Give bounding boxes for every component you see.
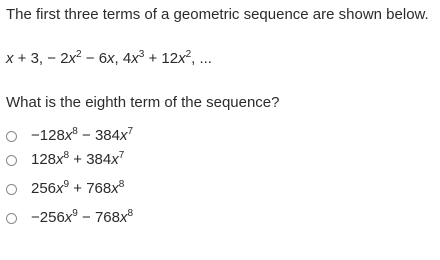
radio-button-icon[interactable] <box>6 131 17 142</box>
exponent: 8 <box>63 150 70 161</box>
answer-choice-2[interactable] <box>6 149 124 171</box>
exponent: 3 <box>138 49 145 60</box>
answer-choice-4[interactable] <box>6 207 133 229</box>
variable: x <box>119 127 128 144</box>
exponent: 9 <box>72 208 78 219</box>
answer-choice-4-label <box>31 209 133 227</box>
math-text: , ... <box>191 50 212 67</box>
exponent: 8 <box>118 179 125 190</box>
exponent: 7 <box>118 150 125 161</box>
math-text: 256 <box>31 180 57 197</box>
answer-choice-3-label <box>31 180 124 198</box>
math-text: − 768 <box>77 209 120 226</box>
exponent: 8 <box>72 126 78 137</box>
math-text: + 384 <box>69 151 112 168</box>
variable: x <box>107 50 115 67</box>
variable: x <box>178 50 186 67</box>
math-text: + 3, − 2 <box>13 50 69 67</box>
variable: x <box>68 50 77 67</box>
question-prompt: The first three terms of a geometric sequence are shown below. <box>6 6 429 23</box>
exponent: 2 <box>185 49 192 60</box>
exponent: 8 <box>127 208 134 219</box>
variable: x <box>64 127 73 144</box>
variable: x <box>119 209 128 226</box>
math-text: + 768 <box>69 180 112 197</box>
radio-button-icon[interactable] <box>6 213 17 224</box>
variable: x <box>56 151 64 168</box>
math-text: −128 <box>31 127 65 144</box>
variable: x <box>111 180 119 197</box>
eighth-term-question: What is the eighth term of the sequence? <box>6 94 280 111</box>
exponent: 2 <box>76 49 82 60</box>
variable: x <box>111 151 119 168</box>
answer-choice-1[interactable] <box>6 125 133 147</box>
answer-choice-2-label <box>31 151 124 169</box>
radio-button-icon[interactable] <box>6 155 17 166</box>
radio-button-icon[interactable] <box>6 184 17 195</box>
exponent: 9 <box>63 179 70 190</box>
variable: x <box>131 50 139 67</box>
math-text: −256 <box>31 209 65 226</box>
variable: x <box>56 180 64 197</box>
math-text: , 4 <box>114 50 132 67</box>
answer-choice-3[interactable] <box>6 178 124 200</box>
sequence-expression <box>6 50 212 68</box>
math-text: 128 <box>31 151 57 168</box>
math-text: − 384 <box>77 127 120 144</box>
variable: x <box>6 50 14 67</box>
math-text: − 6 <box>81 50 108 67</box>
answer-choice-1-label <box>31 127 133 145</box>
math-text: + 12 <box>144 50 179 67</box>
exponent: 7 <box>127 126 134 137</box>
variable: x <box>64 209 73 226</box>
